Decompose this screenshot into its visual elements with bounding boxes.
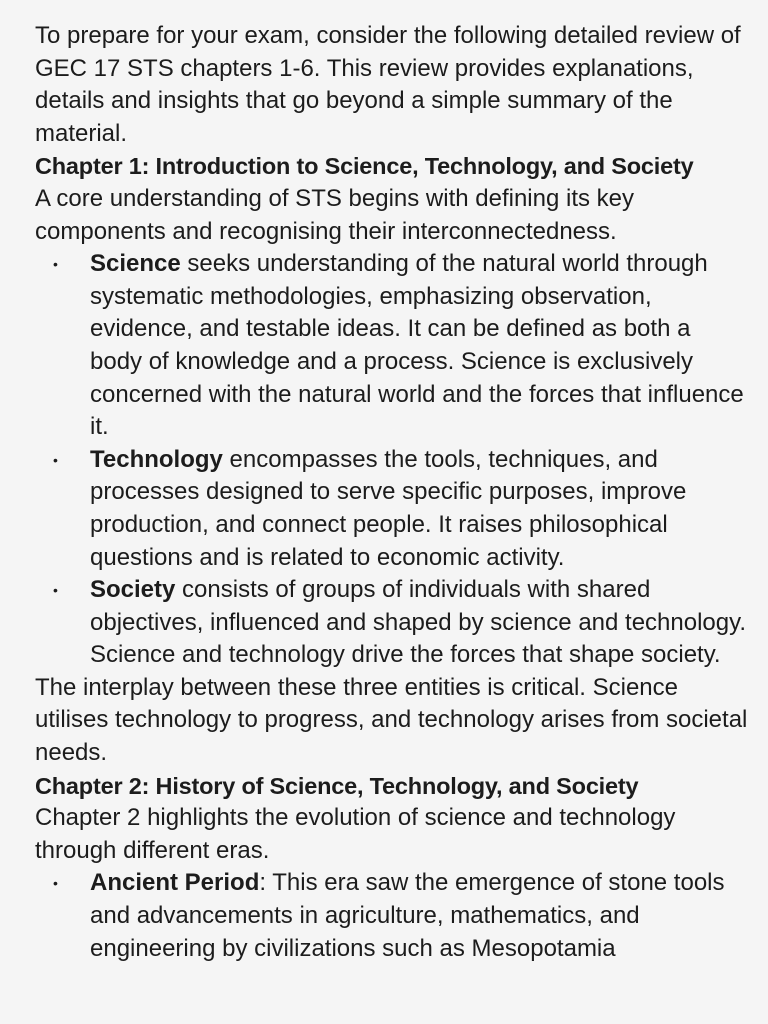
list-item	[53, 867, 748, 965]
bullet-icon: •	[53, 582, 58, 599]
term-ancient-period: Ancient Period	[90, 869, 260, 897]
term-description: encompasses the tools, techniques, and processes designed to serve specific purposes, improve production, and connect people. It raises philosophical questions and is related to economic activity.	[90, 445, 687, 571]
chapter-1-list	[35, 248, 748, 672]
term-science: Science	[90, 250, 181, 278]
term-description: seeks understanding of the natural world through systematic methodologies, emphasizing observation, evidence, and testable ideas. It can be defined as both a body of knowledge and a process. Science is exclusively concerned with the natural world and the forces that influence it.	[90, 250, 744, 441]
term-society: Society	[90, 576, 176, 604]
term-description: : This era saw the emergence of stone tools and advancements in agriculture, mathematics, and engineering by civilizations such as Mesopotamia	[90, 869, 725, 962]
chapter-1-intro: A core understanding of STS begins with defining its key components and recognising their interconnectedness.	[35, 184, 635, 245]
bullet-icon: •	[53, 451, 58, 468]
list-item	[53, 248, 748, 444]
chapter-2-intro: Chapter 2 highlights the evolution of science and technology through different eras.	[35, 804, 676, 864]
list-item	[53, 574, 748, 672]
chapter-1-heading: Chapter 1: Introduction to Science, Technology, and Society	[35, 153, 694, 180]
intro-paragraph: To prepare for your exam, consider the following detailed review of GEC 17 STS chapters 1-6. This review provides explanations, details and insights that go beyond a simple summary of the material.	[35, 22, 741, 147]
bullet-icon: •	[53, 875, 58, 892]
bullet-icon: •	[53, 256, 58, 273]
term-description: consists of groups of individuals with shared objectives, influenced and shaped by science and technology. Science and technology drive the forces that shape society.	[90, 576, 747, 669]
chapter-1-outro: The interplay between these three entities is critical. Science utilises technology to progress, and technology arises from societal needs.	[35, 673, 748, 767]
list-item	[53, 444, 748, 574]
term-technology: Technology	[90, 445, 223, 473]
chapter-2-list	[35, 867, 748, 965]
chapter-2-heading: Chapter 2: History of Science, Technology, and Society	[35, 772, 639, 799]
